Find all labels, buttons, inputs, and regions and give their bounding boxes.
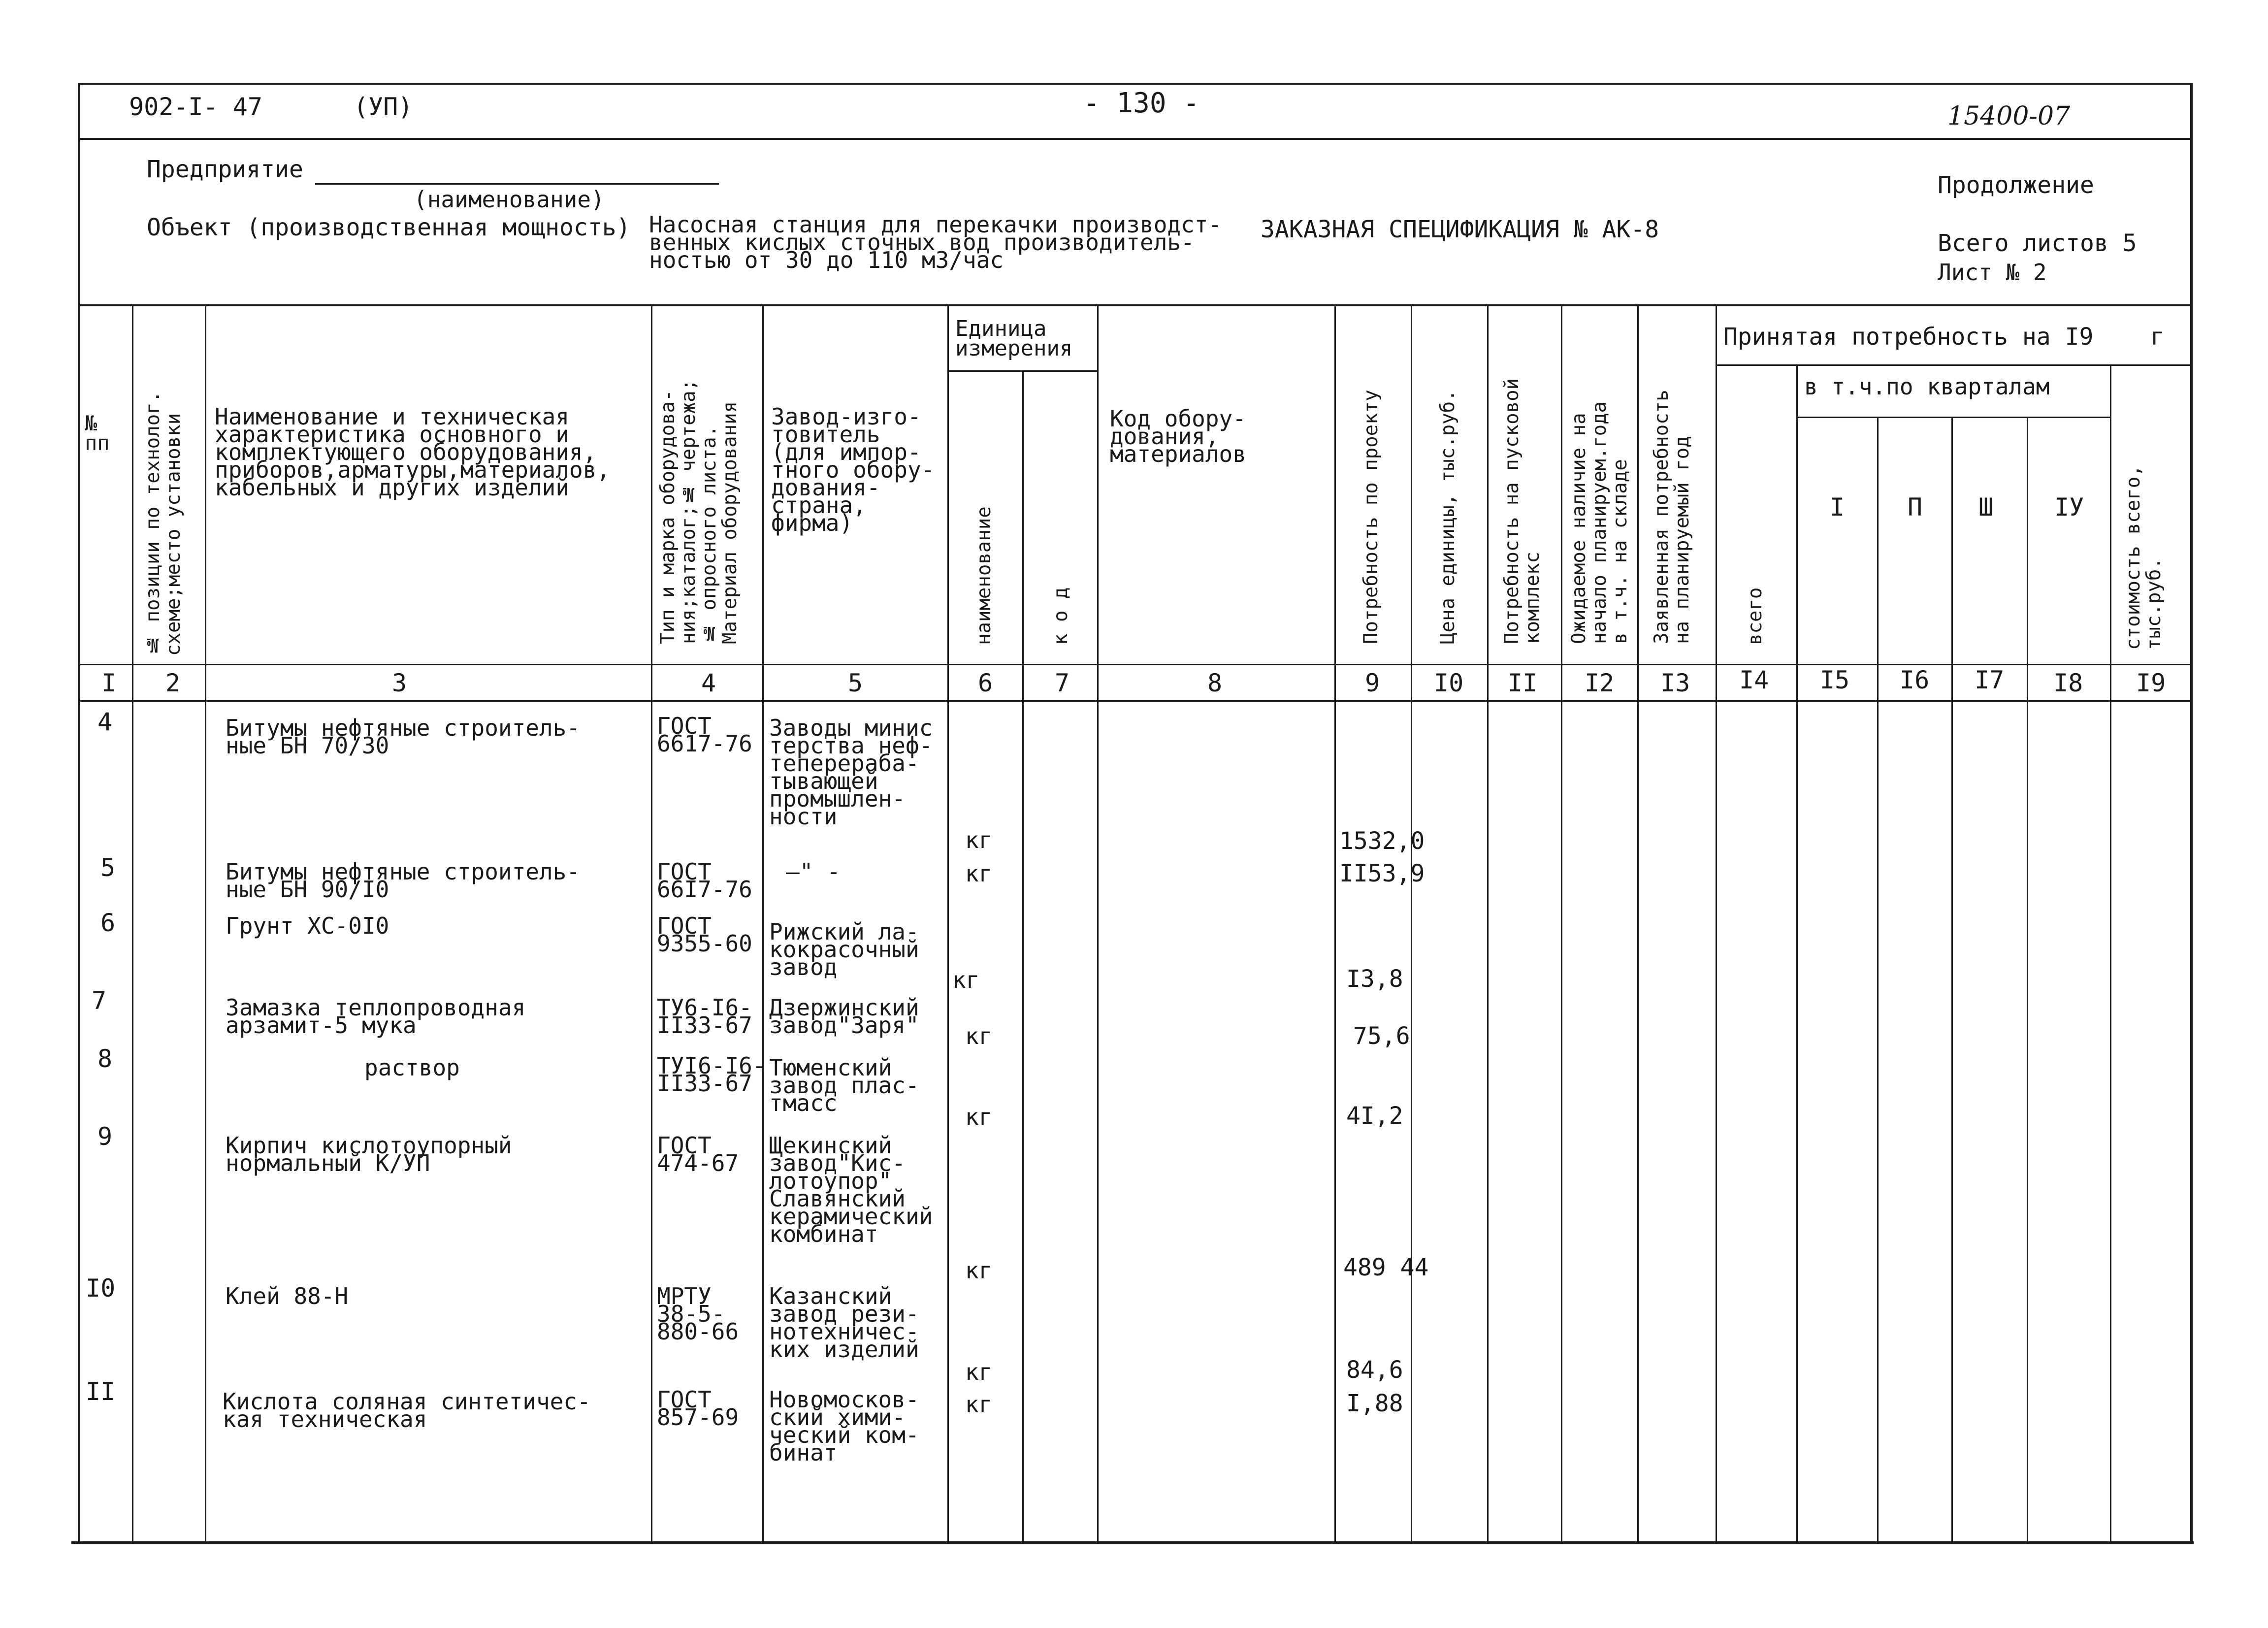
col-number-5: 5 bbox=[848, 669, 863, 697]
col-header-9: Потребность по проекту bbox=[1360, 390, 1382, 644]
col-number-12: I2 bbox=[1585, 669, 1615, 697]
item-quantity: 4I,2 bbox=[1346, 1102, 1403, 1130]
item-maker: Рижский ла- кокрасочный завод bbox=[769, 918, 919, 980]
page-number: - 130 - bbox=[1083, 87, 1200, 119]
grid-v-12 bbox=[1637, 305, 1639, 1542]
sheet-code: 15400-07 bbox=[1947, 101, 2071, 131]
item-type: ГОСТ 9355-60 bbox=[657, 912, 752, 957]
col-header-10: Цена единицы, тыс.руб. bbox=[1437, 390, 1459, 644]
col-header-13: Заявленная потребность на планируемый год bbox=[1651, 390, 1693, 644]
col-header-8: Код обору- дования, материалов bbox=[1110, 405, 1246, 467]
sheet-number: Лист № 2 bbox=[1938, 259, 2047, 286]
row-number: 6 bbox=[100, 909, 116, 937]
item-quantity: I3,8 bbox=[1346, 965, 1403, 993]
item-type: ГОСТ 6617-76 bbox=[657, 713, 752, 757]
col-number-18: I8 bbox=[2053, 669, 2083, 697]
item-quantity: I,88 bbox=[1346, 1390, 1403, 1417]
item-name: Замазка теплопроводная арзамит-5 мука bbox=[226, 994, 526, 1039]
item-type: ГОСТ 474-67 bbox=[657, 1132, 739, 1176]
item-unit: кг bbox=[965, 1257, 993, 1284]
grid-v-3 bbox=[651, 305, 652, 1542]
row-number: 4 bbox=[97, 708, 113, 736]
item-unit: кг bbox=[965, 860, 993, 887]
col-header-7: к о д bbox=[1050, 587, 1072, 645]
frame-bottom bbox=[71, 1541, 2194, 1544]
album-code: (УП) bbox=[354, 93, 413, 121]
quarter-3-header: Ш bbox=[1978, 493, 1994, 521]
item-name: раствор bbox=[364, 1054, 460, 1081]
grid-h-need-group bbox=[1716, 364, 2191, 366]
col-number-2: 2 bbox=[165, 669, 181, 697]
item-quantity: 75,6 bbox=[1353, 1022, 1410, 1050]
col-header-2: № позиции по технолог. схеме;место установки bbox=[142, 391, 185, 656]
grid-v-15 bbox=[1877, 417, 1879, 1542]
item-maker: Заводы минис терства неф- теперераба- тывающей промышлен- ности bbox=[769, 715, 933, 830]
col-header-5: Завод-изго- товитель (для импор- тного обору- дования- страна, фирма) bbox=[771, 403, 935, 536]
item-maker: Казанский завод рези- нотехничес- ких изделий bbox=[769, 1283, 919, 1363]
object-label: Объект (производственная мощность) bbox=[147, 214, 631, 241]
frame-header-top bbox=[79, 138, 2191, 140]
unit-group-header: Единица измерения bbox=[955, 316, 1073, 361]
col-number-4: 4 bbox=[701, 669, 716, 697]
grid-v-8 bbox=[1334, 305, 1336, 1542]
col-number-6: 6 bbox=[978, 669, 993, 697]
item-quantity: 489 44 bbox=[1343, 1254, 1429, 1281]
item-name: Битумы нефтяные строитель- ные БН 90/I0 bbox=[226, 858, 581, 903]
grid-v-4 bbox=[762, 305, 764, 1542]
grid-h-quarters bbox=[1796, 417, 2111, 418]
col-header-1: № пп bbox=[85, 411, 110, 455]
item-unit: кг bbox=[965, 1359, 993, 1385]
grid-v-11 bbox=[1561, 305, 1562, 1542]
col-header-19: стоимость всего, тыс.руб. bbox=[2122, 465, 2165, 650]
item-unit: кг bbox=[965, 1023, 993, 1049]
col-number-15: I5 bbox=[1820, 666, 1850, 694]
col-header-4: Тип и марка оборудова- ния;каталог;№ чертежа; № опросного листа. Материал оборудования bbox=[657, 379, 741, 644]
document-title: ЗАКАЗНАЯ СПЕЦИФИКАЦИЯ № АК-8 bbox=[1261, 216, 1659, 243]
item-name: Грунт ХС-0I0 bbox=[226, 912, 389, 939]
item-maker: —" - bbox=[786, 858, 841, 885]
quarter-4-header: IУ bbox=[2054, 493, 2084, 521]
item-unit: кг bbox=[965, 1104, 993, 1130]
item-type: ГОСТ 66I7-76 bbox=[657, 858, 752, 903]
continuation-label: Продолжение bbox=[1938, 171, 2094, 199]
item-type: ГОСТ 857-69 bbox=[657, 1386, 739, 1431]
col-number-9: 9 bbox=[1365, 669, 1380, 697]
frame-left bbox=[78, 83, 80, 1544]
frame-right bbox=[2190, 83, 2193, 1544]
grid-v-6 bbox=[1022, 370, 1024, 1542]
grid-v-18 bbox=[2110, 364, 2111, 1542]
sheets-total: Всего листов 5 bbox=[1938, 229, 2137, 257]
quarters-group-header: в т.ч.по кварталам bbox=[1804, 373, 2050, 400]
grid-v-17 bbox=[2027, 417, 2028, 1542]
col-header-12: Ожидаемое наличие на начало планируем.года в т.ч. на складе bbox=[1568, 401, 1631, 644]
item-maker: Тюменский завод плас- тмасс bbox=[769, 1054, 919, 1116]
item-unit: кг bbox=[965, 1391, 993, 1418]
item-name: Кирпич кислотоупорный нормальный К/УП bbox=[226, 1132, 512, 1176]
grid-h-colnum-top bbox=[79, 664, 2191, 665]
row-number: 8 bbox=[97, 1044, 113, 1073]
item-maker: Дзержинский завод"Заря" bbox=[769, 994, 919, 1039]
row-number: 7 bbox=[92, 986, 107, 1015]
col-number-13: I3 bbox=[1660, 669, 1690, 697]
enterprise-underline bbox=[315, 183, 719, 185]
row-number: 9 bbox=[97, 1122, 113, 1151]
item-name: Битумы нефтяные строитель- ные БН 70/30 bbox=[226, 715, 581, 759]
naming-hint: (наименование) bbox=[414, 186, 605, 213]
item-type: ТУI6-I6- II33-67 bbox=[657, 1052, 766, 1097]
top-frame-line bbox=[79, 83, 2191, 85]
series-code: 902-I- 47 bbox=[129, 93, 262, 121]
item-maker: Щекинский завод"Кис- лотоупор" Славянский керамический комбинат bbox=[769, 1132, 933, 1247]
item-type: МРТУ 38-5- 880-66 bbox=[657, 1283, 739, 1345]
row-number: 5 bbox=[100, 853, 116, 882]
grid-h-colnum-bottom bbox=[79, 700, 2191, 702]
grid-h-unit-group bbox=[947, 370, 1098, 372]
item-maker: Новомосков- ский хими- ческий ком- бинат bbox=[769, 1386, 919, 1466]
item-quantity: 84,6 bbox=[1346, 1356, 1403, 1384]
item-unit: кг bbox=[952, 967, 980, 993]
item-type: ТУ6-I6- II33-67 bbox=[657, 994, 752, 1039]
item-quantity: II53,9 bbox=[1339, 860, 1425, 887]
grid-v-16 bbox=[1951, 417, 1953, 1542]
col-number-19: I9 bbox=[2136, 669, 2166, 697]
col-number-11: II bbox=[1508, 669, 1538, 697]
col-header-14: всего bbox=[1744, 587, 1766, 645]
object-description: Насосная станция для перекачки производст- венных кислых сточных вод производитель- ностью от 30 до 110 м3/час bbox=[649, 211, 1222, 273]
need-group-header: Принятая потребность на I9 г bbox=[1723, 323, 2165, 351]
col-number-16: I6 bbox=[1900, 666, 1930, 694]
col-number-3: 3 bbox=[392, 669, 407, 697]
col-number-10: I0 bbox=[1434, 669, 1464, 697]
row-number: II bbox=[86, 1377, 116, 1406]
col-header-11: Потребность на пусковой комплекс bbox=[1501, 378, 1544, 644]
grid-v-1 bbox=[132, 305, 133, 1542]
quarter-2-header: П bbox=[1908, 493, 1923, 521]
grid-v-7 bbox=[1097, 305, 1099, 1542]
grid-v-10 bbox=[1487, 305, 1489, 1542]
grid-v-5 bbox=[947, 305, 949, 1542]
item-quantity: 1532,0 bbox=[1339, 827, 1425, 855]
grid-v-13 bbox=[1716, 305, 1717, 1542]
col-number-17: I7 bbox=[1975, 666, 2005, 694]
frame-header-bottom bbox=[79, 304, 2191, 306]
item-name: Клей 88-Н bbox=[226, 1283, 349, 1309]
row-number: I0 bbox=[86, 1274, 116, 1302]
item-name: Кислота соляная синтетичес- кая техническая bbox=[223, 1388, 591, 1433]
grid-v-2 bbox=[205, 305, 206, 1542]
item-unit: кг bbox=[965, 827, 993, 853]
col-number-1: I bbox=[101, 669, 117, 697]
col-number-14: I4 bbox=[1739, 666, 1769, 694]
col-number-8: 8 bbox=[1207, 669, 1223, 697]
enterprise-label: Предприятие bbox=[147, 156, 303, 183]
col-header-6: наименование bbox=[973, 506, 995, 645]
grid-v-14 bbox=[1796, 364, 1798, 1542]
grid-v-9 bbox=[1411, 305, 1412, 1542]
quarter-1-header: I bbox=[1830, 493, 1845, 521]
col-number-7: 7 bbox=[1055, 669, 1070, 697]
col-header-3: Наименование и техническая характеристика основного и комплектующего оборудования, приборов,арматуры,материалов, кабельных и других изделий bbox=[215, 403, 611, 501]
